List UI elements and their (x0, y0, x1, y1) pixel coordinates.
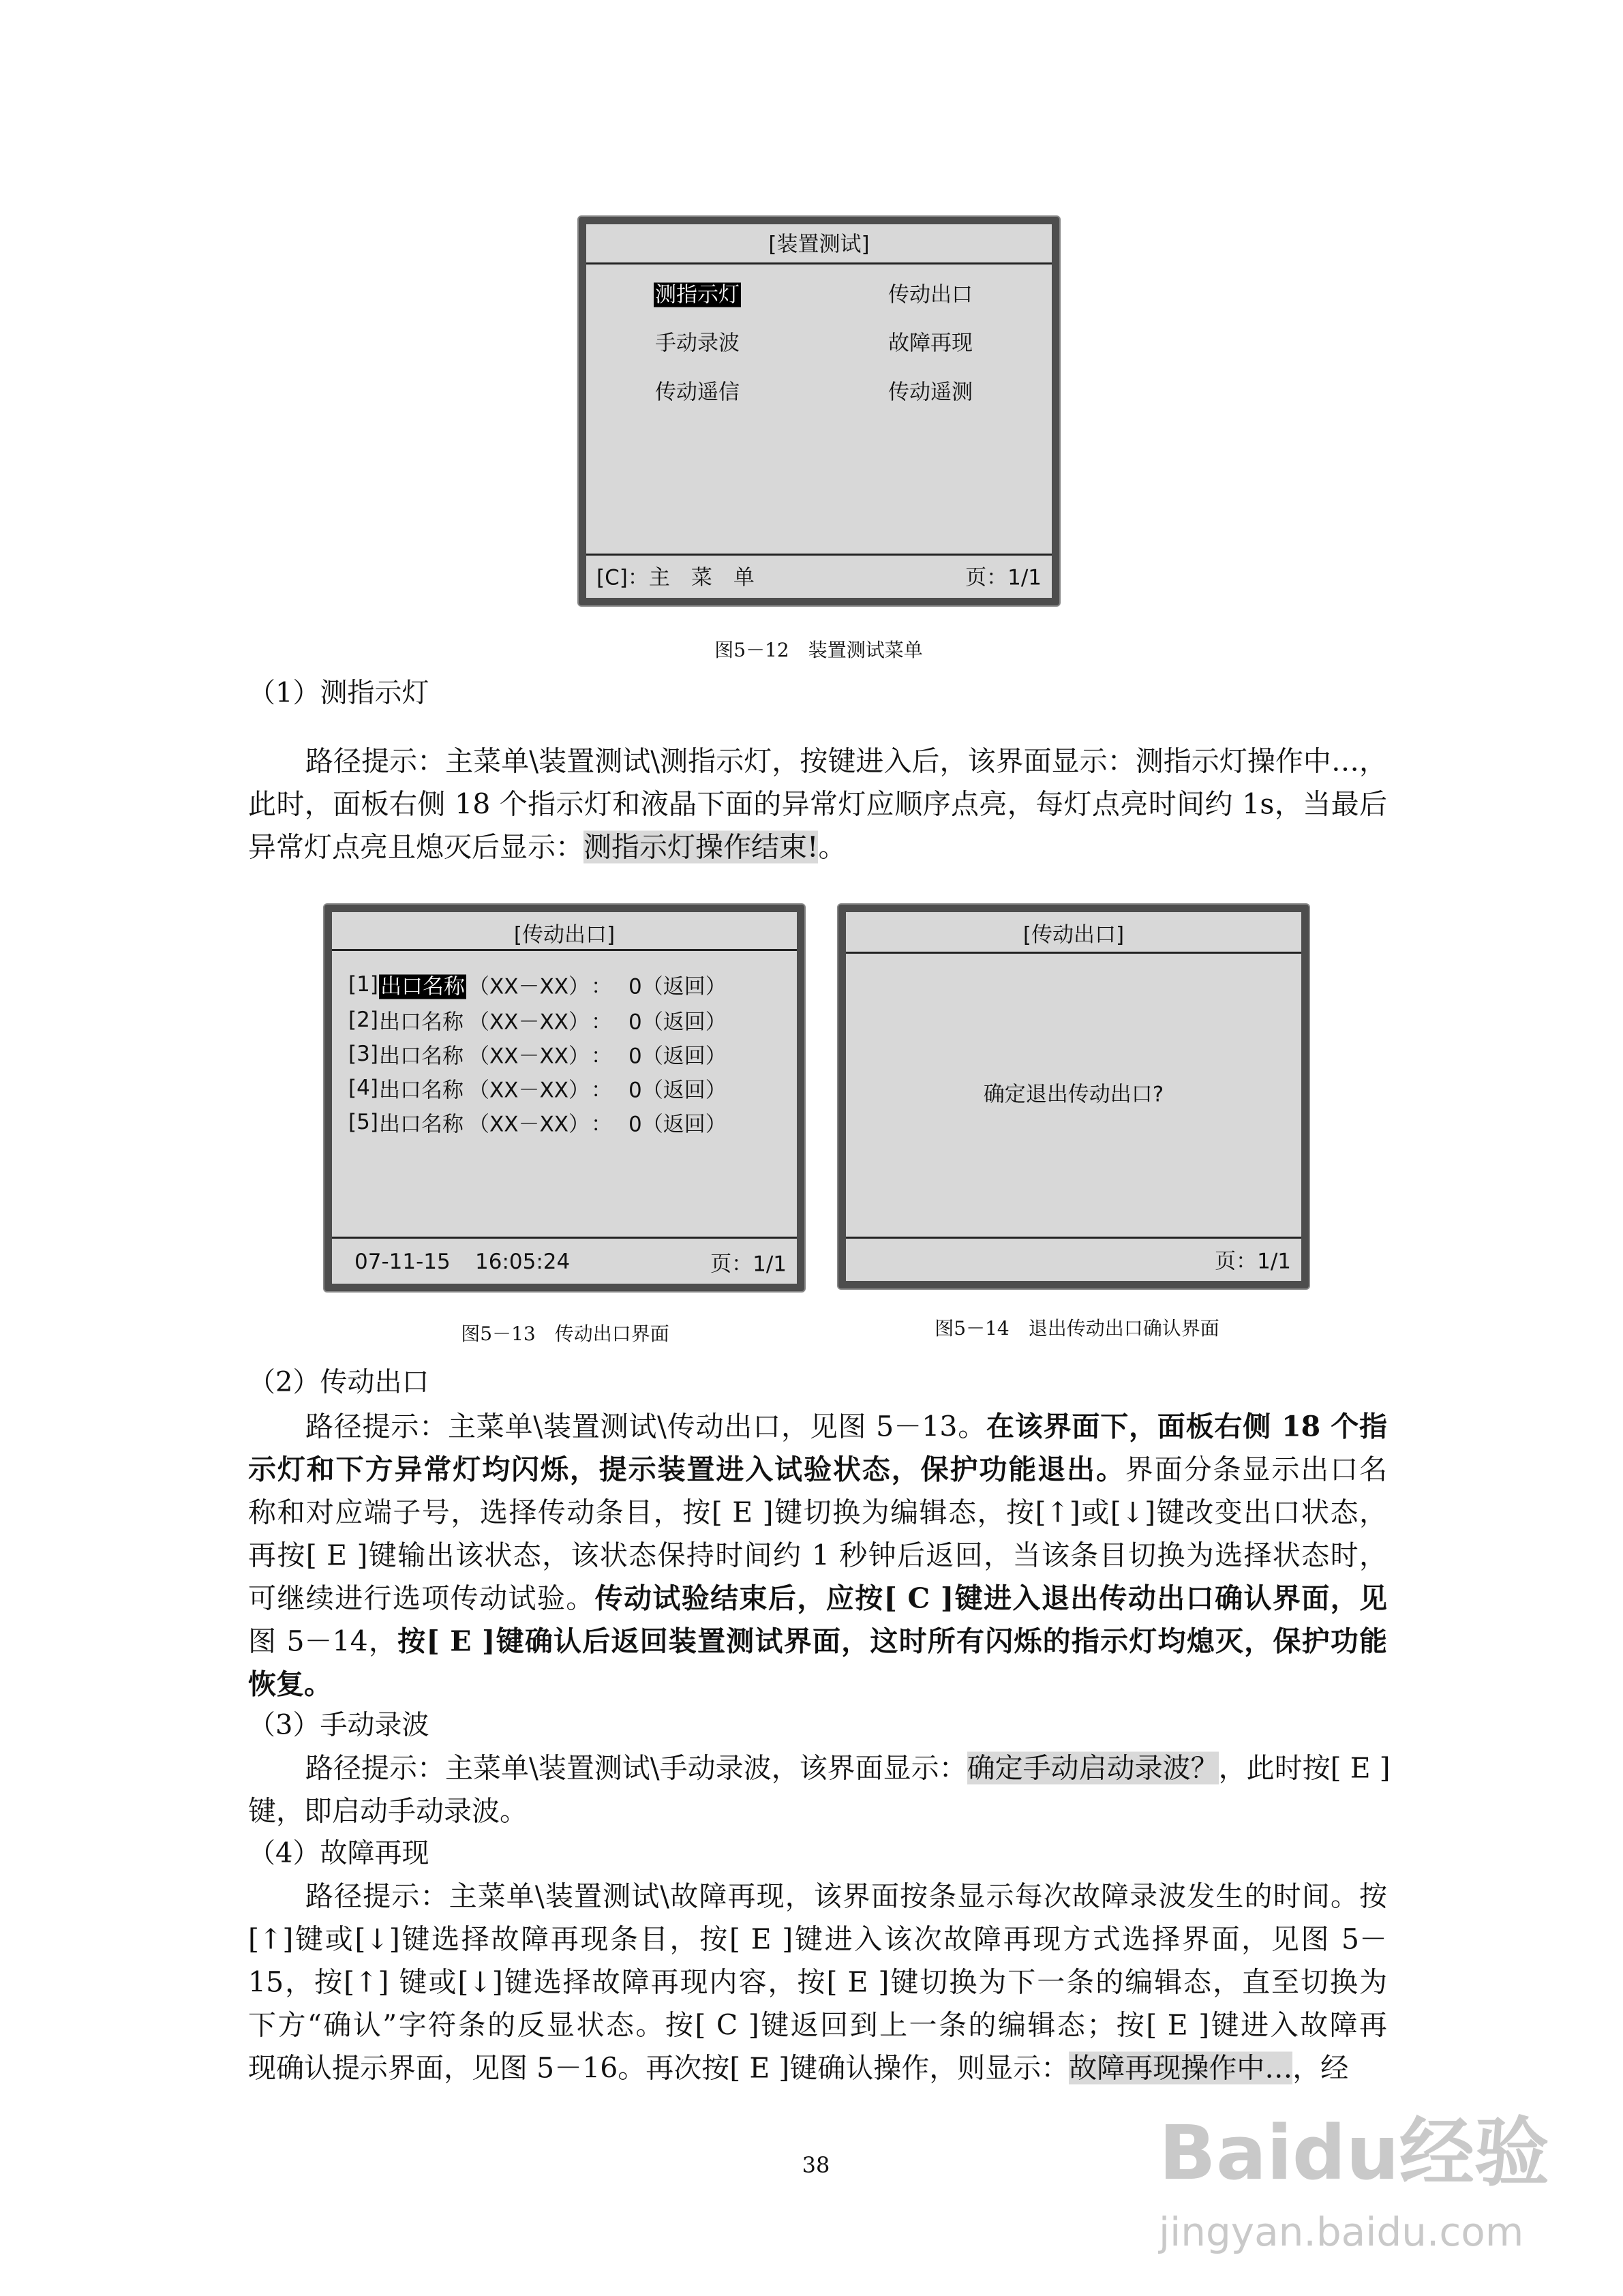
output-state (628, 1039, 727, 1070)
terminal-number-text: （XX－XX） (468, 1078, 590, 1103)
row-colon-text: ： (591, 974, 612, 999)
paragraph-line (248, 1533, 1387, 1573)
row-colon (591, 969, 612, 1000)
row-index-text: [1] (348, 972, 378, 997)
footer-divider (332, 1237, 797, 1239)
text-segment: ，此时按[ E ] (1218, 1751, 1391, 1785)
main-menu-hint: [C]：主 菜 单 (596, 565, 755, 590)
output-state (628, 969, 727, 1000)
section-heading: （1）测指示灯 (248, 677, 429, 709)
menu-item-drive-signal[interactable]: 传动遥信 (655, 380, 740, 405)
confirm-message: 确定退出传动出口? (983, 1082, 1164, 1107)
exit-confirm-screen (838, 905, 1309, 1288)
row-index (348, 1042, 378, 1066)
highlighted-display-text: 确定手动启动录波？ (967, 1751, 1219, 1785)
watermark-brand: Baidu经验 (1159, 2109, 1549, 2196)
row-colon-text: ： (591, 1044, 612, 1069)
output-name-text: 出口名称 (380, 974, 465, 999)
output-name-text: 出口名称 (379, 1112, 464, 1137)
output-name (379, 969, 466, 1000)
bold-text: 示灯和下方异常灯均闪烁，提示装置进入试验状态，保护功能退出。 (248, 1453, 1125, 1486)
footer-divider (846, 1237, 1301, 1239)
paragraph-line (248, 2046, 1387, 2086)
text-segment: ，经 (1292, 2051, 1349, 2085)
row-index-text: [4] (348, 1076, 378, 1100)
output-state-text: 0（返回） (628, 974, 727, 999)
menu-item-label: 测指示灯 (655, 282, 740, 307)
date-display: 07-11-15 (354, 1250, 451, 1274)
header-divider (586, 262, 1052, 265)
figure-caption: 图5－12 装置测试菜单 (714, 639, 923, 661)
text-segment: 称和对应端子号，选择传动条目，按[ E ]键切换为编辑态，按[↑]或[↓]键改变出口状态， (248, 1496, 1387, 1529)
terminal-number-text: （XX－XX） (468, 1010, 590, 1035)
output-state-text: 0（返回） (628, 1044, 727, 1069)
figure-caption: 图5－13 传动出口界面 (461, 1323, 669, 1345)
text-segment: 图 5－14， (248, 1625, 398, 1658)
paragraph-line (248, 1447, 1387, 1487)
menu-item-manual-record[interactable]: 手动录波 (655, 331, 740, 356)
terminal-number (468, 1107, 590, 1138)
text-segment: 异常灯点亮且熄灭后显示： (248, 830, 583, 864)
text-segment: [↑]键或[↓]键选择故障再现条目，按[ E ]键进入该次故障再现方式选择界面，见图 5－ (248, 1922, 1387, 1956)
figure-caption: 图5－14 退出传动出口确认界面 (935, 1317, 1219, 1340)
menu-item-drive-output[interactable]: 传动出口 (888, 282, 973, 307)
screen-title: [传动出口] (513, 922, 616, 948)
output-state-text: 0（返回） (628, 1112, 727, 1137)
text-segment: 可继续进行选项传动试验。 (248, 1582, 595, 1615)
watermark-url: jingyan.baidu.com (1159, 2209, 1524, 2255)
paragraph-line (305, 1404, 1387, 1445)
text-segment: 键，即启动手动录波。 (248, 1794, 528, 1828)
paragraph-line (305, 739, 1387, 779)
paragraph-line (248, 2003, 1387, 2043)
highlighted-display-text: 故障再现操作中… (1069, 2051, 1293, 2085)
footer-divider (586, 554, 1052, 556)
paragraph-line (248, 782, 1387, 822)
terminal-number (468, 1039, 590, 1070)
text-segment: 路径提示：主菜单\装置测试\测指示灯，按键进入后，该界面显示：测指示灯操作中…， (305, 744, 1387, 778)
output-state-text: 0（返回） (628, 1010, 727, 1035)
text-segment: 此时，面板右侧 18 个指示灯和液晶下面的异常灯应顺序点亮，每灯点亮时间约 1s，当最后 (248, 787, 1387, 821)
output-state (628, 1107, 727, 1138)
text-segment: 路径提示：主菜单\装置测试\故障再现，该界面按条显示每次故障录波发生的时间。按 (305, 1879, 1387, 1913)
paragraph-line (248, 1789, 1387, 1829)
section-heading: （4）故障再现 (248, 1837, 429, 1869)
row-index (348, 1076, 378, 1100)
section-heading: （2）传动出口 (248, 1366, 429, 1398)
terminal-number (468, 1073, 590, 1104)
output-state (628, 1073, 727, 1104)
output-name-text: 出口名称 (379, 1010, 464, 1035)
row-colon-text: ： (591, 1112, 612, 1137)
menu-item-fault-replay[interactable]: 故障再现 (888, 331, 973, 356)
paragraph-line (248, 1490, 1387, 1530)
terminal-number (468, 969, 590, 1000)
bold-text: 恢复。 (248, 1667, 332, 1701)
terminal-number-text: （XX－XX） (468, 1112, 590, 1137)
menu-item-drive-measure[interactable]: 传动遥测 (888, 380, 973, 405)
output-name (379, 1005, 464, 1036)
highlighted-display-text: 测指示灯操作结束! (583, 830, 819, 864)
row-index-text: [5] (348, 1110, 378, 1134)
page-number: 38 (802, 2152, 830, 2178)
row-colon (591, 1107, 612, 1138)
terminal-number-text: （XX－XX） (468, 974, 590, 999)
time-display: 16:05:24 (475, 1250, 571, 1274)
paragraph-line (248, 1917, 1387, 1957)
paragraph-line (248, 1960, 1387, 2000)
baidu-watermark-logo (1159, 2093, 1549, 2201)
paragraph-line (305, 1746, 1391, 1786)
terminal-number-text: （XX－XX） (468, 1044, 590, 1069)
output-name (379, 1039, 464, 1070)
screen-title: [传动出口] (1022, 922, 1125, 948)
paragraph-line (248, 1576, 1387, 1616)
row-colon-text: ： (591, 1010, 612, 1035)
row-colon (591, 1073, 612, 1104)
header-divider (846, 952, 1301, 954)
output-name-text: 出口名称 (379, 1078, 464, 1103)
page-indicator: 页：1/1 (1215, 1249, 1291, 1274)
row-colon-text: ： (591, 1078, 612, 1103)
paragraph-line (248, 1662, 1387, 1702)
page-indicator: 页：1/1 (965, 565, 1042, 590)
text-segment: 下方“确认”字符条的反显状态。按[ C ]键返回到上一条的编辑态；按[ E ]键进入故障再 (248, 2008, 1387, 2042)
row-colon (591, 1039, 612, 1070)
section-heading: （3）手动录波 (248, 1709, 429, 1741)
bold-text: 传动试验结束后，应按[ C ]键进入退出传动出口确认界面，见 (594, 1582, 1387, 1615)
bold-text: 按[ E ]键确认后返回装置测试界面，这时所有闪烁的指示灯均熄灭，保护功能 (397, 1625, 1388, 1658)
output-state-text: 0（返回） (628, 1078, 727, 1103)
header-divider (332, 949, 797, 951)
text-segment: 。 (818, 830, 847, 864)
device-test-menu-screen (579, 217, 1059, 605)
output-name (379, 1107, 464, 1138)
screen-title: [装置测试] (768, 232, 870, 257)
text-segment: 路径提示：主菜单\装置测试\传动出口，见图 5－13。 (305, 1410, 987, 1443)
output-name-text: 出口名称 (379, 1044, 464, 1069)
row-index (348, 1110, 378, 1134)
text-segment: 再按[ E ]键输出该状态，该状态保持时间约 1 秒钟后返回，当该条目切换为选择状态时， (248, 1539, 1387, 1572)
row-index (348, 1008, 378, 1032)
text-segment: 路径提示：主菜单\装置测试\手动录波，该界面显示： (305, 1751, 967, 1785)
text-segment: 界面分条显示出口名 (1125, 1453, 1388, 1486)
row-index (348, 972, 378, 997)
text-segment: 15，按[↑] 键或[↓]键选择故障再现内容，按[ E ]键切换为下一条的编辑态，直至切换为 (248, 1965, 1387, 1999)
output-state (628, 1005, 727, 1036)
drive-output-screen (324, 905, 804, 1291)
paragraph-line (305, 1874, 1387, 1914)
paragraph-line (248, 825, 1387, 865)
bold-text: 在该界面下，面板右侧 18 个指 (986, 1410, 1387, 1443)
terminal-number (468, 1005, 590, 1036)
page-indicator: 页：1/1 (710, 1252, 787, 1277)
row-index-text: [3] (348, 1042, 378, 1066)
text-segment: 现确认提示界面，见图 5－16。再次按[ E ]键确认操作，则显示： (248, 2051, 1070, 2085)
row-colon (591, 1005, 612, 1036)
menu-item-test-indicator[interactable] (654, 277, 741, 308)
paragraph-line (248, 1619, 1387, 1659)
output-name (379, 1073, 464, 1104)
row-index-text: [2] (348, 1008, 378, 1032)
